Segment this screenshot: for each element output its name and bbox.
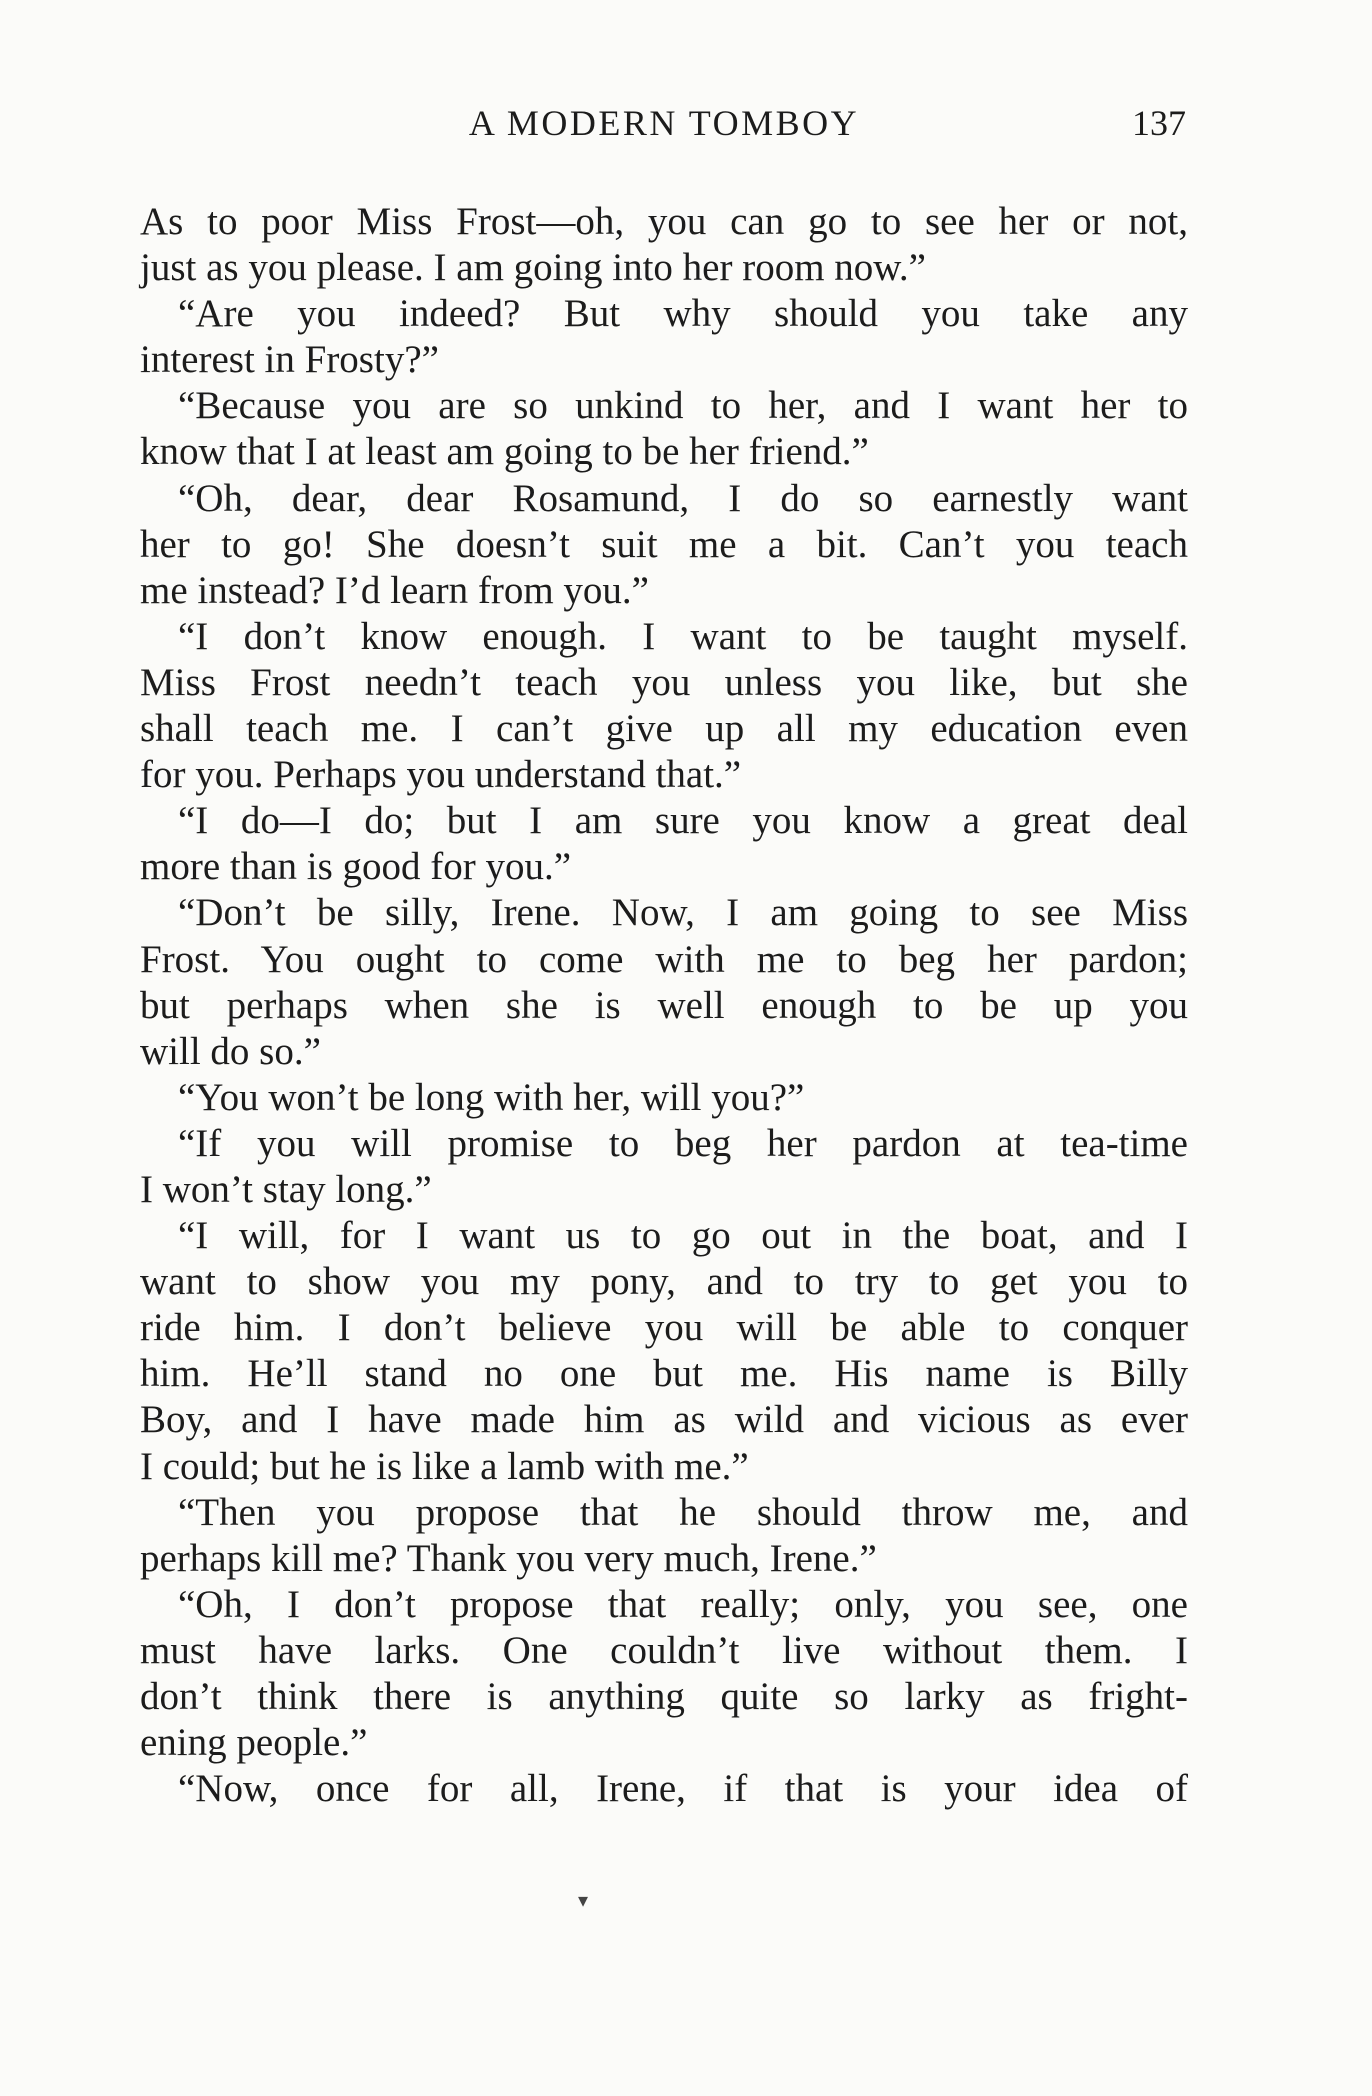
text-line: I won’t stay long.” <box>140 1167 432 1211</box>
text-line: “Don’t be silly, Irene. Now, I am going to see Miss <box>178 891 1188 935</box>
text-line: “I will, for I want us to go out in the boat, and I <box>178 1214 1188 1258</box>
running-head <box>140 98 1188 148</box>
text-line: more than is good for you.” <box>140 845 572 889</box>
text-line: her to go! She doesn’t suit me a bit. Can’t you teach <box>140 522 1188 566</box>
text-line: for you. Perhaps you understand that.” <box>140 753 742 797</box>
text-line: him. He’ll stand no one but me. His name is Billy <box>140 1352 1188 1396</box>
text-line: me instead? I’d learn from you.” <box>140 568 649 612</box>
text-line: “Then you propose that he should throw me, and <box>178 1490 1188 1534</box>
text-line: “Oh, I don’t propose that really; only, you see, one <box>178 1582 1188 1626</box>
text-line: “Are you indeed? But why should you take any <box>178 292 1188 336</box>
text-line: interest in Frosty?” <box>140 338 439 382</box>
text-line: want to show you my pony, and to try to get you to <box>140 1260 1188 1304</box>
text-line: ening people.” <box>140 1721 368 1765</box>
text-line: “I don’t know enough. I want to be taught myself. <box>178 614 1188 658</box>
text-line: know that I at least am going to be her friend.” <box>140 430 869 474</box>
text-line: “Because you are so unkind to her, and I want her to <box>178 384 1188 428</box>
text-line: will do so.” <box>140 1029 321 1073</box>
text-line: As to poor Miss Frost—oh, you can go to see her or not, <box>140 200 1188 243</box>
text-line: Miss Frost needn’t teach you unless you like, but she <box>140 660 1188 704</box>
text-line: but perhaps when she is well enough to be up you <box>140 983 1188 1027</box>
running-title: A MODERN TOMBOY <box>468 103 860 143</box>
printer-mark: ▾ <box>578 1890 589 1912</box>
text-line: “I do—I do; but I am sure you know a great deal <box>178 799 1188 843</box>
page-number: 137 <box>1132 103 1186 143</box>
text-line: ride him. I don’t believe you will be able to conquer <box>140 1306 1188 1350</box>
text-line: Boy, and I have made him as wild and vicious as ever <box>140 1398 1188 1442</box>
text-line: shall teach me. I can’t give up all my education even <box>140 707 1188 751</box>
text-line: “You won’t be long with her, will you?” <box>178 1075 805 1119</box>
text-line: “Oh, dear, dear Rosamund, I do so earnestly want <box>178 476 1188 520</box>
text-line: must have larks. One couldn’t live without them. I <box>140 1628 1188 1672</box>
text-line: don’t think there is anything quite so larky as fright- <box>140 1675 1188 1718</box>
text-line: perhaps kill me? Thank you very much, Irene.” <box>140 1536 877 1580</box>
text-line: “If you will promise to beg her pardon at tea-time <box>178 1121 1188 1165</box>
text-line: I could; but he is like a lamb with me.” <box>140 1444 749 1488</box>
body-text <box>140 199 1188 1812</box>
text-line: Frost. You ought to come with me to beg her pardon; <box>140 937 1188 981</box>
text-line: “Now, once for all, Irene, if that is your idea of <box>178 1767 1188 1811</box>
text-line: just as you please. I am going into her room now.” <box>140 246 926 290</box>
